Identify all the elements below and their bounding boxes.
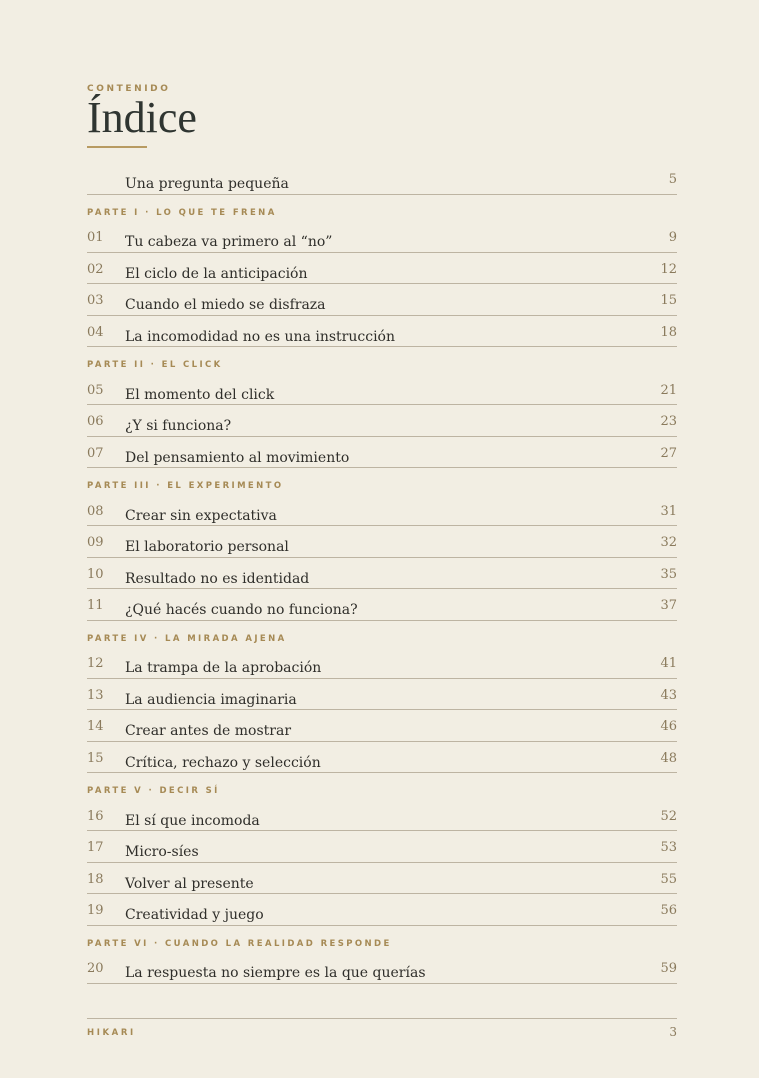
footer-page-number: 3 xyxy=(669,1025,677,1039)
part-label: PARTE IV · LA MIRADA AJENA xyxy=(87,633,287,644)
part-label: PARTE II · EL CLICK xyxy=(87,360,223,370)
chapter-number: 02 xyxy=(87,261,104,277)
title-underline xyxy=(87,146,147,148)
chapter-page-number: 21 xyxy=(660,382,677,398)
chapter-title: Una pregunta pequeña xyxy=(125,176,289,192)
chapter-page-number: 48 xyxy=(660,750,677,766)
part-label: PARTE V · DECIR SÍ xyxy=(87,786,220,796)
toc-entry[interactable] xyxy=(87,405,677,437)
chapter-page-number: 18 xyxy=(660,324,677,340)
toc-entry[interactable] xyxy=(87,742,677,774)
chapter-number: 03 xyxy=(87,293,104,308)
toc-entry[interactable] xyxy=(87,647,677,679)
chapter-title: La incomodidad no es una instrucción xyxy=(125,328,395,345)
toc-part-heading xyxy=(87,621,677,648)
footer-divider xyxy=(87,1018,677,1019)
part-label: PARTE I · LO QUE TE FRENA xyxy=(87,207,277,218)
chapter-page-number: 31 xyxy=(660,503,677,519)
toc-entry[interactable] xyxy=(87,710,677,742)
toc-entry[interactable] xyxy=(87,163,677,195)
chapter-title: El sí que incomoda xyxy=(125,812,260,829)
chapter-page-number: 27 xyxy=(660,445,677,461)
table-of-contents xyxy=(87,163,677,984)
chapter-page-number: 15 xyxy=(660,293,677,308)
toc-entry[interactable] xyxy=(87,863,677,895)
chapter-page-number: 52 xyxy=(660,808,677,824)
toc-entry[interactable] xyxy=(87,284,677,316)
chapter-page-number: 23 xyxy=(660,414,677,429)
toc-entry[interactable] xyxy=(87,952,677,984)
chapter-number: 12 xyxy=(87,656,104,671)
chapter-title: Resultado no es identidad xyxy=(125,570,310,587)
chapter-title: Creatividad y juego xyxy=(125,907,264,923)
chapter-page-number: 43 xyxy=(660,687,677,703)
chapter-title: ¿Qué hacés cuando no funciona? xyxy=(125,602,358,618)
chapter-number: 07 xyxy=(87,445,104,461)
chapter-page-number: 56 xyxy=(660,903,677,918)
chapter-title: La audiencia imaginaria xyxy=(125,691,297,708)
section-eyebrow: CONTENIDO xyxy=(87,84,171,94)
footer-brand: HIKARI xyxy=(87,1028,136,1038)
chapter-number: 04 xyxy=(87,324,104,340)
toc-entry[interactable] xyxy=(87,679,677,711)
chapter-number: 18 xyxy=(87,871,104,887)
toc-entry[interactable] xyxy=(87,589,677,621)
toc-entry[interactable] xyxy=(87,526,677,558)
part-label: PARTE VI · CUANDO LA REALIDAD RESPONDE xyxy=(87,938,392,949)
chapter-title: ¿Y si funciona? xyxy=(125,418,232,434)
toc-entry[interactable] xyxy=(87,374,677,406)
chapter-page-number: 55 xyxy=(660,871,677,887)
toc-entry[interactable] xyxy=(87,221,677,253)
chapter-title: Micro-síes xyxy=(125,844,199,860)
chapter-number: 15 xyxy=(87,750,104,766)
chapter-number: 14 xyxy=(87,719,104,734)
chapter-title: Tu cabeza va primero al “no” xyxy=(125,234,333,250)
chapter-number: 13 xyxy=(87,687,104,703)
chapter-number: 06 xyxy=(87,414,104,429)
toc-entry[interactable] xyxy=(87,437,677,469)
chapter-title: La trampa de la aprobación xyxy=(125,660,322,676)
chapter-number: 08 xyxy=(87,503,104,519)
chapter-title: Crear antes de mostrar xyxy=(125,723,292,739)
chapter-title: La respuesta no siempre es la que querías xyxy=(125,965,426,981)
toc-entry[interactable] xyxy=(87,558,677,590)
chapter-page-number: 35 xyxy=(660,566,677,582)
toc-entry[interactable] xyxy=(87,831,677,863)
chapter-page-number: 9 xyxy=(668,230,677,245)
chapter-page-number: 53 xyxy=(660,840,677,855)
chapter-number: 17 xyxy=(87,840,104,855)
toc-part-heading xyxy=(87,195,677,222)
chapter-page-number: 59 xyxy=(660,961,677,976)
chapter-number: 01 xyxy=(87,230,104,245)
toc-entry[interactable] xyxy=(87,316,677,348)
toc-entry[interactable] xyxy=(87,894,677,926)
chapter-title: El laboratorio personal xyxy=(125,539,289,555)
chapter-page-number: 32 xyxy=(660,535,677,550)
chapter-page-number: 12 xyxy=(660,261,677,277)
chapter-number: 11 xyxy=(87,598,104,613)
chapter-number: 10 xyxy=(87,566,104,582)
chapter-title: Cuando el miedo se disfraza xyxy=(125,297,326,313)
toc-part-heading xyxy=(87,468,677,495)
toc-part-heading xyxy=(87,773,677,800)
chapter-title: Del pensamiento al movimiento xyxy=(125,449,350,466)
chapter-title: El ciclo de la anticipación xyxy=(125,265,308,282)
chapter-number: 09 xyxy=(87,535,104,550)
toc-part-heading xyxy=(87,926,677,953)
chapter-number: 16 xyxy=(87,808,104,824)
toc-part-heading xyxy=(87,347,677,374)
chapter-page-number: 5 xyxy=(668,172,677,187)
page-title: Índice xyxy=(87,93,197,142)
chapter-title: Volver al presente xyxy=(125,875,254,892)
chapter-page-number: 41 xyxy=(660,656,677,671)
toc-entry[interactable] xyxy=(87,800,677,832)
chapter-page-number: 46 xyxy=(660,719,677,734)
chapter-page-number: 37 xyxy=(660,598,677,613)
chapter-title: Crear sin expectativa xyxy=(125,507,277,524)
toc-entry[interactable] xyxy=(87,495,677,527)
chapter-number: 19 xyxy=(87,903,104,918)
toc-entry[interactable] xyxy=(87,253,677,285)
part-label: PARTE III · EL EXPERIMENTO xyxy=(87,481,284,491)
chapter-number: 05 xyxy=(87,382,104,398)
chapter-title: Crítica, rechazo y selección xyxy=(125,754,321,771)
chapter-title: El momento del click xyxy=(125,386,275,403)
chapter-number: 20 xyxy=(87,961,104,976)
